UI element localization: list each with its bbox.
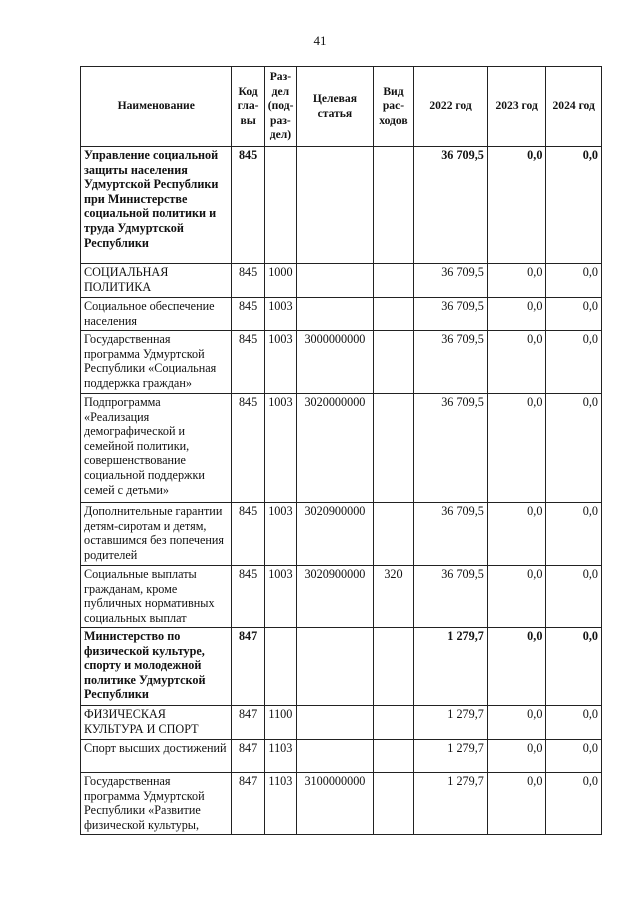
cell-section: 1103 bbox=[264, 740, 296, 773]
header-2024: 2024 год bbox=[546, 67, 602, 147]
header-2022: 2022 год bbox=[414, 67, 488, 147]
cell-code: 845 bbox=[232, 503, 264, 566]
cell-code: 847 bbox=[232, 706, 264, 740]
table-row bbox=[81, 264, 602, 298]
table-row bbox=[81, 394, 602, 503]
cell-vid bbox=[373, 298, 413, 331]
cell-vid bbox=[373, 264, 413, 298]
header-2023: 2023 год bbox=[487, 67, 546, 147]
cell-2024: 0,0 bbox=[546, 740, 602, 773]
cell-target: 3000000000 bbox=[297, 331, 374, 394]
table-row bbox=[81, 773, 602, 835]
cell-target bbox=[297, 706, 374, 740]
cell-target bbox=[297, 264, 374, 298]
table-row bbox=[81, 566, 602, 628]
cell-2023: 0,0 bbox=[487, 147, 546, 264]
cell-target bbox=[297, 740, 374, 773]
cell-2022: 36 709,5 bbox=[414, 394, 488, 503]
header-section: Раз-дел (под-раз-дел) bbox=[264, 67, 296, 147]
cell-code: 845 bbox=[232, 298, 264, 331]
cell-code: 847 bbox=[232, 740, 264, 773]
table-row bbox=[81, 147, 602, 264]
cell-vid bbox=[373, 628, 413, 706]
cell-code: 845 bbox=[232, 394, 264, 503]
cell-section: 1003 bbox=[264, 298, 296, 331]
cell-2022: 1 279,7 bbox=[414, 628, 488, 706]
cell-vid bbox=[373, 773, 413, 835]
cell-2023: 0,0 bbox=[487, 394, 546, 503]
cell-2024: 0,0 bbox=[546, 566, 602, 628]
cell-code: 847 bbox=[232, 773, 264, 835]
cell-2022: 36 709,5 bbox=[414, 147, 488, 264]
cell-2023: 0,0 bbox=[487, 706, 546, 740]
cell-2022: 36 709,5 bbox=[414, 331, 488, 394]
cell-2023: 0,0 bbox=[487, 740, 546, 773]
cell-2024: 0,0 bbox=[546, 264, 602, 298]
header-target: Целевая статья bbox=[297, 67, 374, 147]
cell-name: СОЦИАЛЬНАЯ ПОЛИТИКА bbox=[81, 264, 232, 298]
cell-2022: 36 709,5 bbox=[414, 566, 488, 628]
cell-2024: 0,0 bbox=[546, 298, 602, 331]
cell-2024: 0,0 bbox=[546, 503, 602, 566]
cell-target: 3020900000 bbox=[297, 566, 374, 628]
table-row bbox=[81, 740, 602, 773]
table-row bbox=[81, 503, 602, 566]
cell-2023: 0,0 bbox=[487, 628, 546, 706]
cell-section bbox=[264, 628, 296, 706]
cell-2022: 36 709,5 bbox=[414, 298, 488, 331]
cell-2023: 0,0 bbox=[487, 773, 546, 835]
cell-target bbox=[297, 147, 374, 264]
cell-section bbox=[264, 147, 296, 264]
cell-code: 845 bbox=[232, 264, 264, 298]
cell-vid bbox=[373, 394, 413, 503]
cell-section: 1103 bbox=[264, 773, 296, 835]
header-name: Наименование bbox=[81, 67, 232, 147]
cell-name: Государственная программа Удмуртской Республики «Развитие физической культуры, bbox=[81, 773, 232, 835]
cell-target bbox=[297, 298, 374, 331]
cell-name: Социальные выплаты гражданам, кроме публичных нормативных социальных выплат bbox=[81, 566, 232, 628]
cell-target: 3020900000 bbox=[297, 503, 374, 566]
cell-2023: 0,0 bbox=[487, 503, 546, 566]
cell-2023: 0,0 bbox=[487, 298, 546, 331]
cell-name: Спорт высших достижений bbox=[81, 740, 232, 773]
header-vid: Вид рас-ходов bbox=[373, 67, 413, 147]
cell-section: 1003 bbox=[264, 331, 296, 394]
header-code: Код гла-вы bbox=[232, 67, 264, 147]
page-number: 41 bbox=[313, 33, 327, 48]
cell-2024: 0,0 bbox=[546, 394, 602, 503]
cell-section: 1003 bbox=[264, 566, 296, 628]
table-row bbox=[81, 331, 602, 394]
cell-name: Управление социальной защиты населения Удмуртской Республики при Министерстве социальной политики и труда Удмуртской Республики bbox=[81, 147, 232, 264]
cell-2024: 0,0 bbox=[546, 773, 602, 835]
cell-2022: 1 279,7 bbox=[414, 773, 488, 835]
cell-2024: 0,0 bbox=[546, 628, 602, 706]
cell-section: 1000 bbox=[264, 264, 296, 298]
cell-code: 847 bbox=[232, 628, 264, 706]
cell-target: 3100000000 bbox=[297, 773, 374, 835]
cell-code: 845 bbox=[232, 147, 264, 264]
cell-code: 845 bbox=[232, 331, 264, 394]
cell-2022: 36 709,5 bbox=[414, 503, 488, 566]
cell-2024: 0,0 bbox=[546, 147, 602, 264]
cell-2022: 1 279,7 bbox=[414, 740, 488, 773]
cell-name: Дополнительные гарантии детям-сиротам и детям, оставшимся без попечения родителей bbox=[81, 503, 232, 566]
cell-section: 1100 bbox=[264, 706, 296, 740]
cell-target: 3020000000 bbox=[297, 394, 374, 503]
cell-name: Подпрограмма «Реализация демографической и семейной политики, совершенствование социальной поддержки семей с детьми» bbox=[81, 394, 232, 503]
cell-section: 1003 bbox=[264, 503, 296, 566]
cell-vid bbox=[373, 740, 413, 773]
cell-name: ФИЗИЧЕСКАЯ КУЛЬТУРА И СПОРТ bbox=[81, 706, 232, 740]
cell-2023: 0,0 bbox=[487, 331, 546, 394]
cell-2024: 0,0 bbox=[546, 331, 602, 394]
cell-section: 1003 bbox=[264, 394, 296, 503]
cell-name: Министерство по физической культуре, спорту и молодежной политике Удмуртской Республики bbox=[81, 628, 232, 706]
cell-name: Государственная программа Удмуртской Республики «Социальная поддержка граждан» bbox=[81, 331, 232, 394]
cell-vid bbox=[373, 503, 413, 566]
cell-target bbox=[297, 628, 374, 706]
cell-code: 845 bbox=[232, 566, 264, 628]
header-row bbox=[81, 67, 602, 147]
cell-vid bbox=[373, 147, 413, 264]
cell-vid: 320 bbox=[373, 566, 413, 628]
cell-2022: 1 279,7 bbox=[414, 706, 488, 740]
table-row bbox=[81, 628, 602, 706]
cell-2023: 0,0 bbox=[487, 566, 546, 628]
cell-vid bbox=[373, 706, 413, 740]
budget-table bbox=[80, 66, 602, 835]
table-row bbox=[81, 706, 602, 740]
cell-2024: 0,0 bbox=[546, 706, 602, 740]
cell-vid bbox=[373, 331, 413, 394]
cell-2022: 36 709,5 bbox=[414, 264, 488, 298]
table-row bbox=[81, 298, 602, 331]
cell-name: Социальное обеспечение населения bbox=[81, 298, 232, 331]
cell-2023: 0,0 bbox=[487, 264, 546, 298]
